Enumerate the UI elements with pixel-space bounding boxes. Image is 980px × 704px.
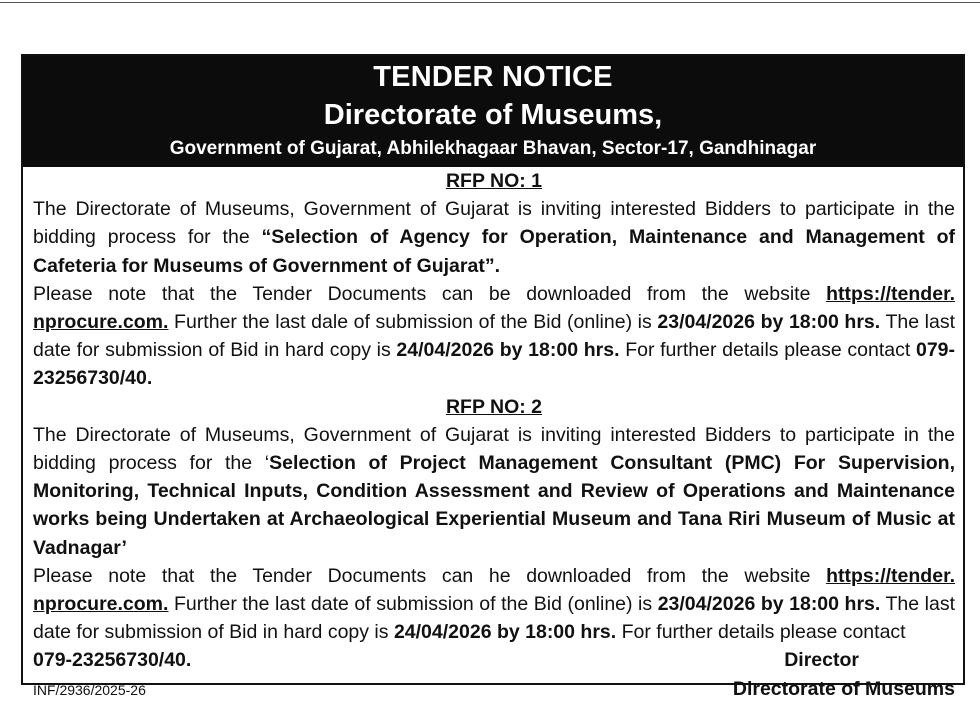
rfp2-details: [33, 562, 955, 647]
signatory-designation: Director: [784, 649, 859, 672]
top-rule: [0, 2, 980, 3]
rfp2-website-link[interactable]: https://tender. nprocure.com.: [33, 564, 955, 616]
reference-number: INF/2936/2025-26: [33, 681, 146, 698]
rfp2-hard-date: 24/04/2026 by 18:00 hrs.: [393, 621, 617, 644]
rfp1-intro: The Directorate of Museums, Government of Gujarat is inviting interested Bidders to participate in the bidding process for the: [33, 198, 955, 249]
footer-row: [33, 675, 955, 704]
notice-header: [23, 56, 963, 167]
rfp2-subject: Selection of Project Management Consultant (PMC) For Supervision, Monitoring, Technical Inputs, Condition Assessment and Review of Operations and Maintenance works being Undertaken at Archaeological Experiential Museum and Tana Riri Museum of Music at Vadnagar’: [33, 452, 955, 559]
rfp2-intro: The Directorate of Museums, Government of Gujarat is inviting interested Bidders to participate in the bidding process for the ‘: [33, 423, 955, 475]
organization-name: Directorate of Museums,: [323, 99, 663, 131]
rfp1-hard-text: The last date for submission of Bid in hard copy is: [33, 311, 955, 362]
contact-signature-row: [33, 646, 955, 674]
rfp1-subject: “Selection of Agency for Operation, Maintenance and Management of Cafeteria for Museums of Government of Gujarat”.: [33, 226, 955, 277]
rfp2-online-date: 23/04/2026 by 18:00 hrs.: [657, 593, 881, 616]
rfp1-contact-text: For further details please contact: [619, 339, 916, 362]
rfp2-paragraph: [33, 421, 955, 562]
rfp1-online-text: Further the last dale of submission of the Bid (online) is: [168, 311, 658, 334]
rfp2-contact-number: 079-23256730/40.: [33, 649, 192, 672]
rfp2-hard-text: The last date for submission of Bid in hard copy is: [33, 593, 955, 644]
rfp1-heading: RFP NO: 1: [445, 170, 543, 192]
rfp1-online-date: 23/04/2026 by 18:00 hrs.: [657, 311, 881, 334]
rfp1-contact-number: 079-23256730/40.: [33, 339, 955, 390]
rfp2-note: Please note that the Tender Documents can he downloaded from the website: [33, 564, 827, 587]
rfp1-hard-date: 24/04/2026 by 18:00 hrs.: [396, 339, 620, 362]
notice-body: [23, 167, 963, 704]
rfp1-paragraph: [33, 195, 955, 280]
rfp1-note: Please note that the Tender Documents can be downloaded from the website: [33, 282, 827, 305]
rfp2-online-text: Further the last date of submission of the Bid (online) is: [168, 593, 658, 616]
organization-address: Government of Gujarat, Abhilekhagaar Bhavan, Sector-17, Gandhinagar: [169, 138, 817, 159]
rfp1-details: [33, 280, 955, 393]
rfp1-website-link[interactable]: https://tender. nprocure.com.: [33, 282, 955, 334]
rfp2-contact-text: For further details please contact: [616, 621, 906, 644]
tender-notice: [21, 54, 965, 700]
notice-title: TENDER NOTICE: [373, 61, 613, 93]
signatory-department: Directorate of Museums: [732, 677, 955, 700]
rfp2-heading: RFP NO: 2: [445, 395, 543, 418]
